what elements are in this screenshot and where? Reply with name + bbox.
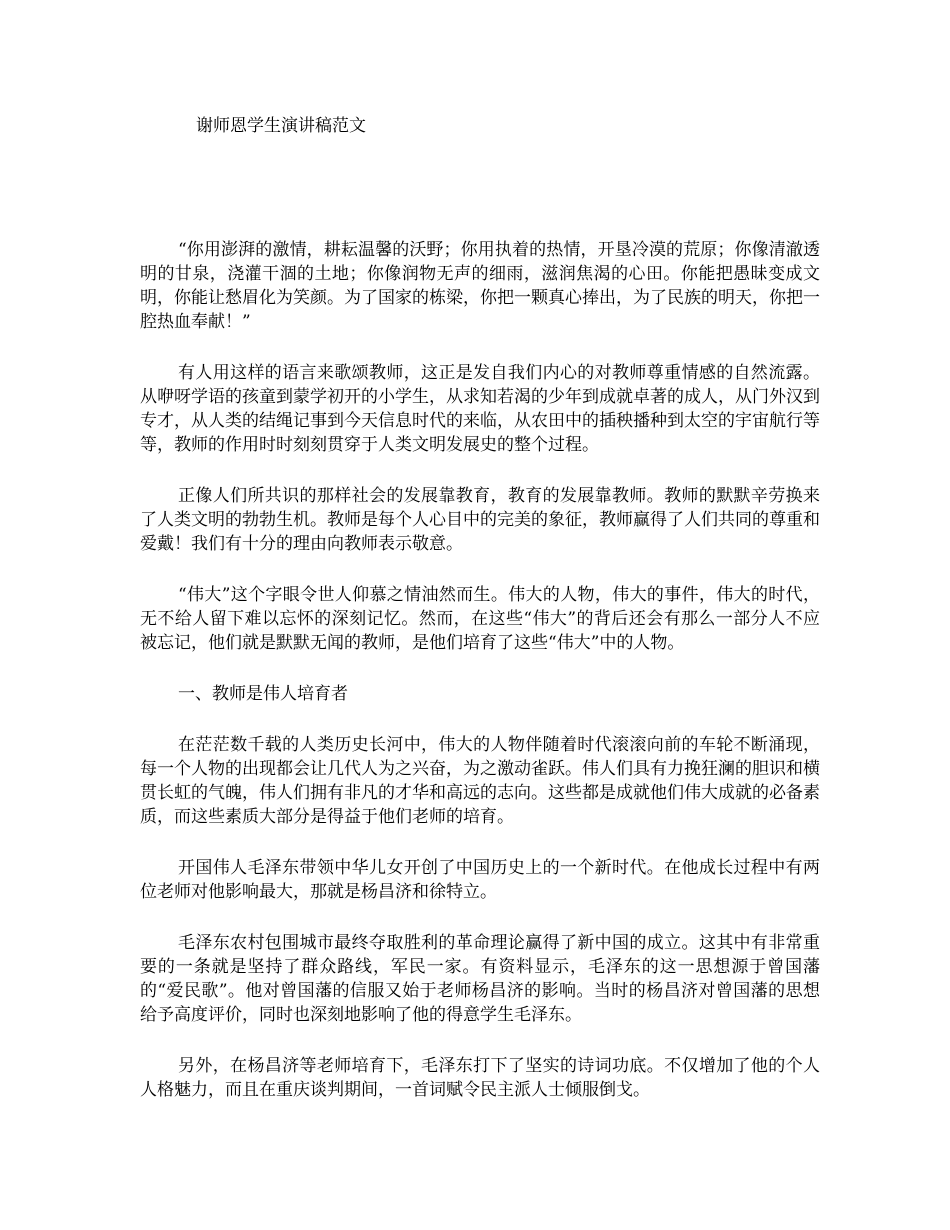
- paragraph-3: 正像人们所共识的那样社会的发展靠教育，教育的发展靠教师。教师的默默辛劳换来了人类文明的勃勃生机。教师是每个人心目中的完美的象征，教师赢得了人们共同的尊重和爱戴！我们有十分的理由向教师表示敬意。: [140, 486, 820, 554]
- paragraph-2: 有人用这样的语言来歌颂教师，这正是发自我们内心的对教师尊重情感的自然流露。从咿呀学语的孩童到蒙学初开的小学生，从求知若渴的少年到成就卓著的成人，从门外汉到专才，从人类的结绳记事到今天信息时代的来临，从农田中的插秧播种到太空的宇宙航行等等，教师的作用时时刻刻贯穿于人类文明发展史的整个过程。: [140, 363, 820, 455]
- paragraph-5: 在茫茫数千载的人类历史长河中，伟大的人物伴随着时代滚滚向前的车轮不断涌现，每一个人物的出现都会让几代人为之兴奋，为之激动雀跃。伟人们具有力挽狂澜的胆识和横贯长虹的气魄，伟人们拥有非凡的才华和高远的志向。这些都是成就他们伟大成就的必备素质，而这些素质大部分是得益于他们老师的培育。: [140, 735, 820, 827]
- section-heading: 一、教师是伟人培育者: [178, 684, 348, 704]
- paragraph-4: “伟大”这个字眼令世人仰慕之情油然而生。伟大的人物，伟大的事件，伟大的时代，无不给人留下难以忘怀的深刻记忆。然而，在这些“伟大”的背后还会有那么一部分人不应被忘记，他们就是默默无闻的教师，是他们培育了这些“伟大”中的人物。: [140, 585, 820, 653]
- paragraph-1: “你用澎湃的激情，耕耘温馨的沃野；你用执着的热情，开垦冷漠的荒原；你像清澈透明的甘泉，浇灌干涸的土地；你像润物无声的细雨，滋润焦渴的心田。你能把愚昧变成文明，你能让愁眉化为笑颜。为了国家的栋梁，你把一颗真心捧出，为了民族的明天，你把一腔热血奉献！”: [140, 240, 820, 332]
- paragraph-7: 毛泽东农村包围城市最终夺取胜利的革命理论赢得了新中国的成立。这其中有非常重要的一条就是坚持了群众路线，军民一家。有资料显示，毛泽东的这一思想源于曾国藩的“爱民歌”。他对曾国藩的信服又始于老师杨昌济的影响。当时的杨昌济对曾国藩的思想给予高度评价，同时也深刻地影响了他的得意学生毛泽东。: [140, 933, 820, 1025]
- document-body: [140, 238, 820, 1129]
- document-title: 谢师恩学生演讲稿范文: [196, 116, 366, 136]
- paragraph-6: 开国伟人毛泽东带领中华儿女开创了中国历史上的一个新时代。在他成长过程中有两位老师对他影响最大，那就是杨昌济和徐特立。: [140, 858, 820, 902]
- paragraph-8: 另外，在杨昌济等老师培育下，毛泽东打下了坚实的诗词功底。不仅增加了他的个人人格魅力，而且在重庆谈判期间，一首词赋令民主派人士倾服倒戈。: [140, 1056, 820, 1100]
